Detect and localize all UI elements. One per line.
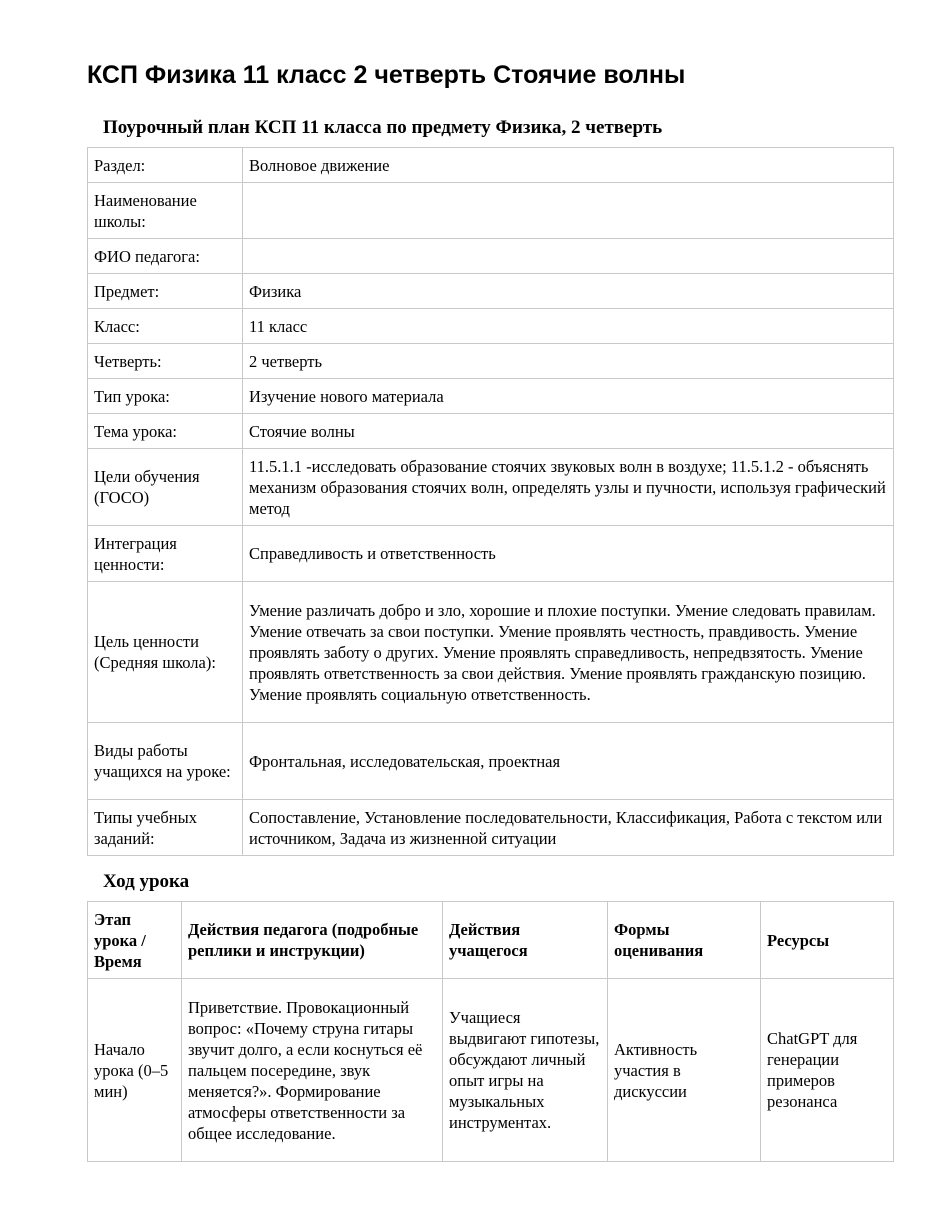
info-value: Волновое движение bbox=[243, 148, 894, 183]
info-value: Изучение нового материала bbox=[243, 379, 894, 414]
info-value: Физика bbox=[243, 274, 894, 309]
student-actions-cell: Учащиеся выдвигают гипотезы, обсуждают личный опыт игры на музыкальных инструментах. bbox=[443, 979, 608, 1162]
info-label: Четверть: bbox=[88, 344, 243, 379]
info-label: Класс: bbox=[88, 309, 243, 344]
info-value bbox=[243, 239, 894, 274]
info-row-topic bbox=[88, 414, 894, 449]
lesson-table-header bbox=[88, 902, 894, 979]
info-value: Фронтальная, исследовательская, проектная bbox=[243, 723, 894, 800]
assessment-cell: Активность участия в дискуссии bbox=[608, 979, 761, 1162]
header-assessment: Формы оценивания bbox=[608, 902, 761, 979]
info-row-lesson-type bbox=[88, 379, 894, 414]
info-label: Интеграция ценности: bbox=[88, 526, 243, 582]
info-value: Стоячие волны bbox=[243, 414, 894, 449]
info-value: 11.5.1.1 -исследовать образование стоячих звуковых волн в воздухе; 11.5.1.2 - объяснять механизм образования стоячих волн, определять узлы и пучности, используя графический метод bbox=[243, 449, 894, 526]
teacher-actions-cell: Приветствие. Провокационный вопрос: «Почему струна гитары звучит долго, а если коснуться её пальцем посередине, звук меняется?». Формирование атмосферы ответственности за общее исследование. bbox=[182, 979, 443, 1162]
info-row-value-goal bbox=[88, 582, 894, 723]
info-label: Цели обучения (ГОСО) bbox=[88, 449, 243, 526]
info-label: Виды работы учащихся на уроке: bbox=[88, 723, 243, 800]
info-row-school bbox=[88, 183, 894, 239]
info-value: Справедливость и ответственность bbox=[243, 526, 894, 582]
resources-cell: ChatGPT для генерации примеров резонанса bbox=[761, 979, 894, 1162]
info-label: Цель ценности (Средняя школа): bbox=[88, 582, 243, 723]
info-value: 2 четверть bbox=[243, 344, 894, 379]
plan-heading: Поурочный план КСП 11 класса по предмету Физика, 2 четверть bbox=[103, 117, 663, 138]
info-label: ФИО педагога: bbox=[88, 239, 243, 274]
info-row-value-integration bbox=[88, 526, 894, 582]
info-row-quarter bbox=[88, 344, 894, 379]
header-student-actions: Действия учащегося bbox=[443, 902, 608, 979]
lesson-info-table bbox=[87, 147, 894, 856]
info-value: 11 класс bbox=[243, 309, 894, 344]
header-stage: Этап урока / Время bbox=[88, 902, 182, 979]
info-label: Раздел: bbox=[88, 148, 243, 183]
info-row-task-types bbox=[88, 800, 894, 856]
info-row-work-types bbox=[88, 723, 894, 800]
info-row-learning-goals bbox=[88, 449, 894, 526]
info-row-teacher bbox=[88, 239, 894, 274]
info-label: Тип урока: bbox=[88, 379, 243, 414]
info-label: Предмет: bbox=[88, 274, 243, 309]
header-resources: Ресурсы bbox=[761, 902, 894, 979]
document-title: КСП Физика 11 класс 2 четверть Стоячие волны bbox=[87, 61, 686, 89]
info-value bbox=[243, 183, 894, 239]
info-label: Тема урока: bbox=[88, 414, 243, 449]
info-label: Наименование школы: bbox=[88, 183, 243, 239]
lesson-heading: Ход урока bbox=[103, 871, 190, 892]
info-label: Типы учебных заданий: bbox=[88, 800, 243, 856]
info-value: Умение различать добро и зло, хорошие и плохие поступки. Умение следовать правилам. Умение отвечать за свои поступки. Умение проявлять честность, правдивость. Умение проявлять заботу о других. Умение проявлять справедливость, непредвзятость. Умение проявлять ответственность за свои действия. Умение проявлять гражданскую позицию. Умение проявлять социальную ответственность. bbox=[243, 582, 894, 723]
info-value: Сопоставление, Установление последовательности, Классификация, Работа с текстом или источником, Задача из жизненной ситуации bbox=[243, 800, 894, 856]
info-row-class bbox=[88, 309, 894, 344]
stage-cell: Начало урока (0–5 мин) bbox=[88, 979, 182, 1162]
info-row-subject bbox=[88, 274, 894, 309]
table-row bbox=[88, 979, 894, 1162]
lesson-flow-table bbox=[87, 901, 894, 1162]
info-row-section bbox=[88, 148, 894, 183]
header-teacher-actions: Действия педагога (подробные реплики и инструкции) bbox=[182, 902, 443, 979]
